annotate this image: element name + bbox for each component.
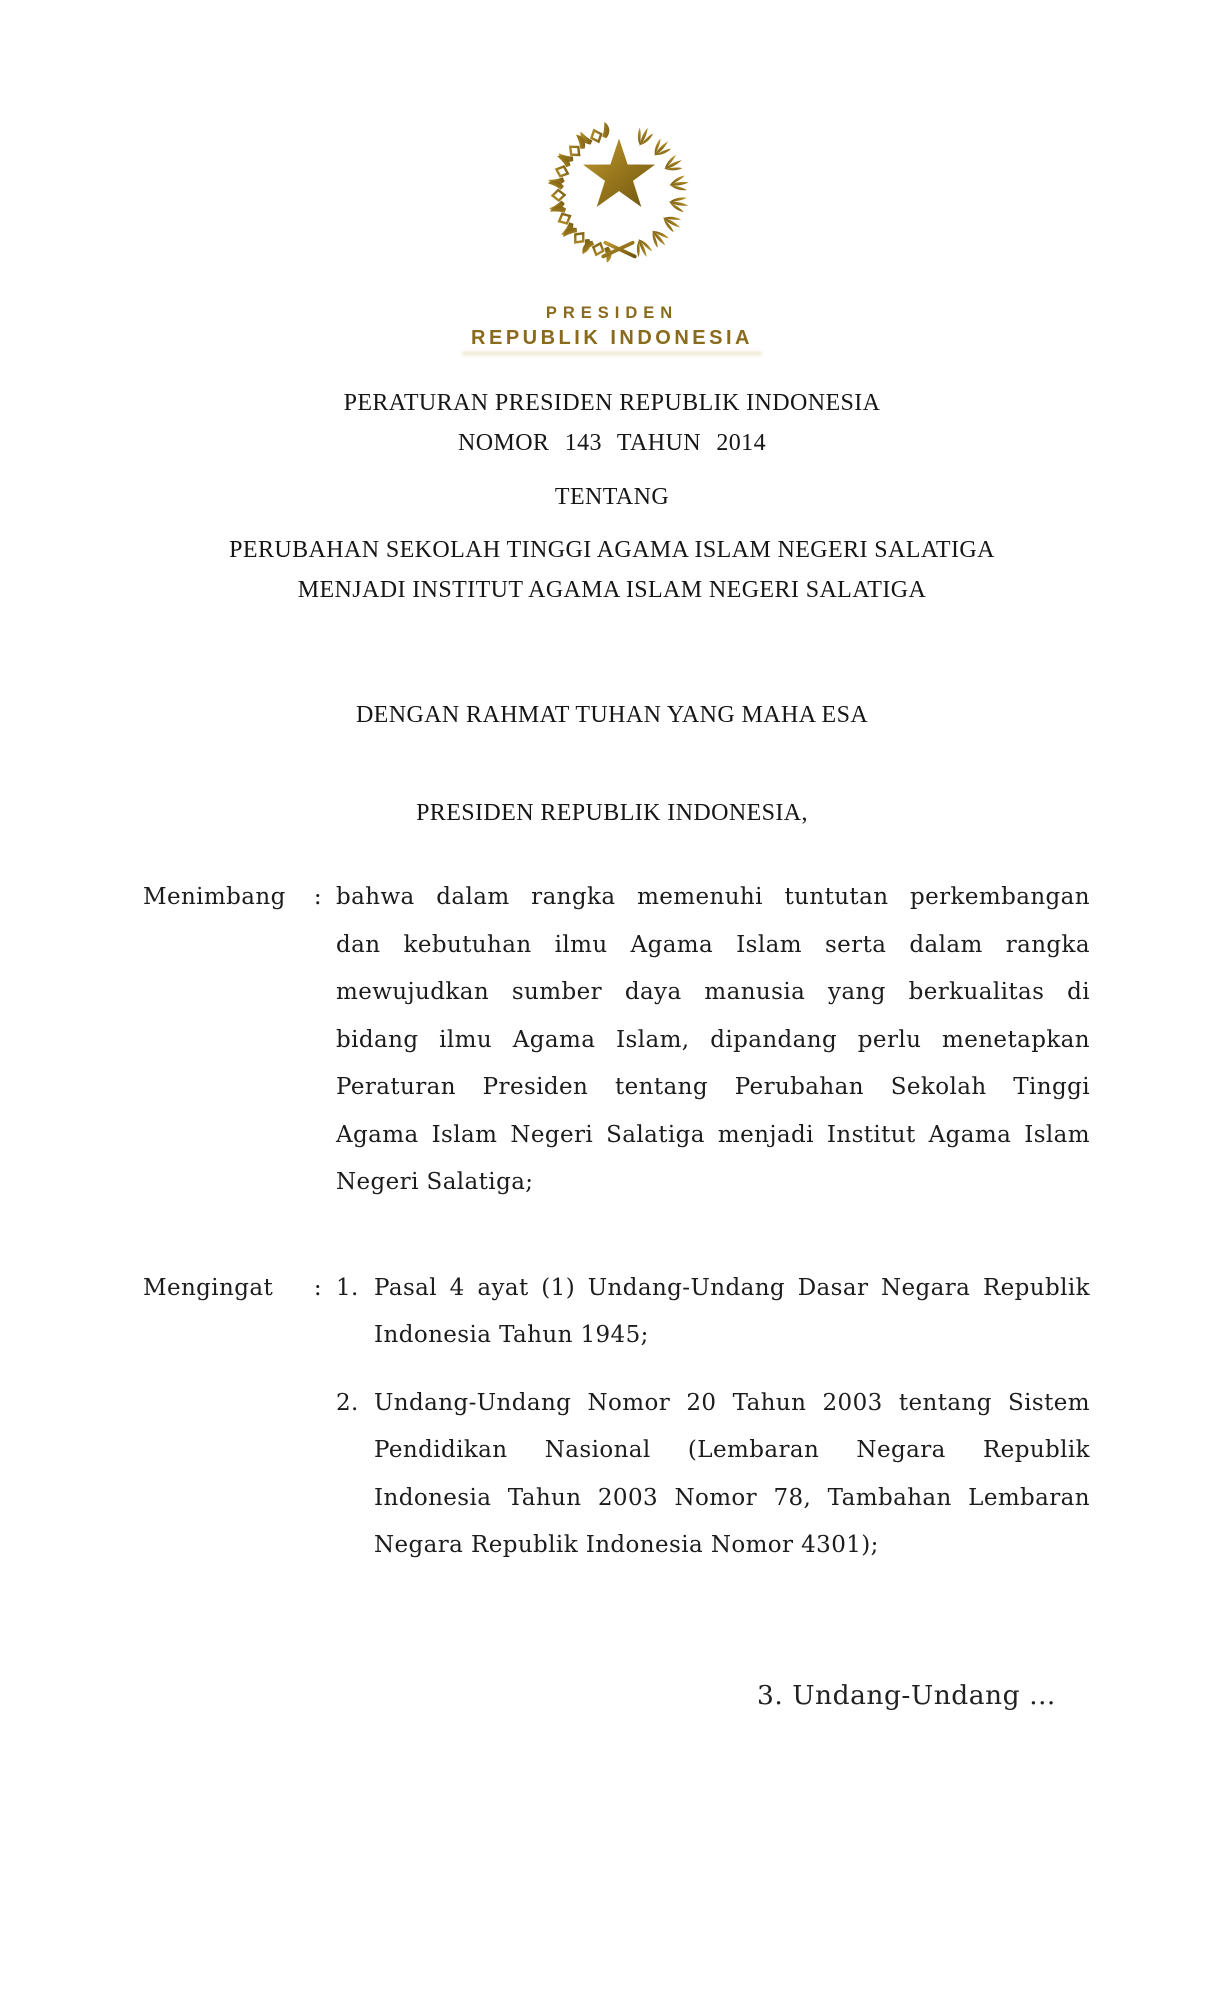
document-title-block xyxy=(0,388,1224,605)
text-line: Negeri Salatiga; xyxy=(336,1169,534,1195)
item-body xyxy=(374,1380,1090,1570)
authority-line: PRESIDEN REPUBLIK INDONESIA, xyxy=(416,800,808,826)
mengingat-item-1 xyxy=(336,1265,1090,1360)
regulation-number: NOMOR 143 TAHUN 2014 xyxy=(458,430,766,456)
subject-line-1: PERUBAHAN SEKOLAH TINGGI AGAMA ISLAM NEGERI SALATIGA xyxy=(229,537,995,563)
tentang-label: TENTANG xyxy=(554,484,670,510)
letterhead-republik-indonesia: REPUBLIK INDONESIA xyxy=(471,327,753,349)
item-number: 1. xyxy=(336,1274,359,1301)
text-line: Undang-Undang Nomor 20 Tahun 2003 tentang Sistem xyxy=(374,1389,1090,1416)
text-line: bahwa dalam rangka memenuhi tuntutan perkembangan xyxy=(336,884,1090,910)
text-line: Pasal 4 ayat (1) Undang-Undang Dasar Negara Republik xyxy=(374,1274,1090,1301)
text-line: Peraturan Presiden tentang Perubahan Sekolah Tinggi xyxy=(336,1074,1090,1100)
letterhead-presiden: PRESIDEN xyxy=(545,304,679,322)
text-line: mewujudkan sumber daya manusia yang berkualitas di xyxy=(336,979,1090,1005)
mengingat-item-2 xyxy=(336,1380,1090,1570)
text-line: Indonesia Tahun 1945; xyxy=(374,1322,649,1348)
clause-label-mengingat: Mengingat xyxy=(143,1274,274,1301)
clause-colon: : xyxy=(313,1274,323,1301)
regulation-title: PERATURAN PRESIDEN REPUBLIK INDONESIA xyxy=(343,390,881,416)
letterhead-underline-artifact xyxy=(462,352,762,355)
item-number: 2. xyxy=(336,1389,359,1416)
gold-star-wreath-icon xyxy=(540,110,698,268)
catchword-next-page: 3. Undang-Undang … xyxy=(757,1680,1056,1711)
text-line: dan kebutuhan ilmu Agama Islam serta dalam rangka xyxy=(336,931,1090,958)
text-line: Pendidikan Nasional (Lembaran Negara Republik xyxy=(374,1437,1090,1463)
subject-line-2: MENJADI INSTITUT AGAMA ISLAM NEGERI SALATIGA xyxy=(297,577,927,603)
text-line: Indonesia Tahun 2003 Nomor 78, Tambahan Lembaran xyxy=(374,1484,1090,1511)
text-line: Agama Islam Negeri Salatiga menjadi Institut Agama Islam xyxy=(336,1121,1090,1148)
clause-menimbang xyxy=(143,874,1090,1207)
menimbang-body xyxy=(336,874,1090,1207)
presidential-seal xyxy=(540,110,698,268)
clauses xyxy=(143,874,1090,1570)
mengingat-body xyxy=(336,1265,1090,1570)
invocation-line: DENGAN RAHMAT TUHAN YANG MAHA ESA xyxy=(355,702,869,728)
letterhead xyxy=(0,303,1224,355)
clause-label-menimbang: Menimbang xyxy=(143,884,286,910)
text-line: bidang ilmu Agama Islam, dipandang perlu menetapkan xyxy=(336,1026,1090,1053)
clause-mengingat xyxy=(143,1265,1090,1570)
item-body xyxy=(374,1265,1090,1360)
clause-colon: : xyxy=(313,884,323,910)
text-line: Negara Republik Indonesia Nomor 4301); xyxy=(374,1532,879,1558)
